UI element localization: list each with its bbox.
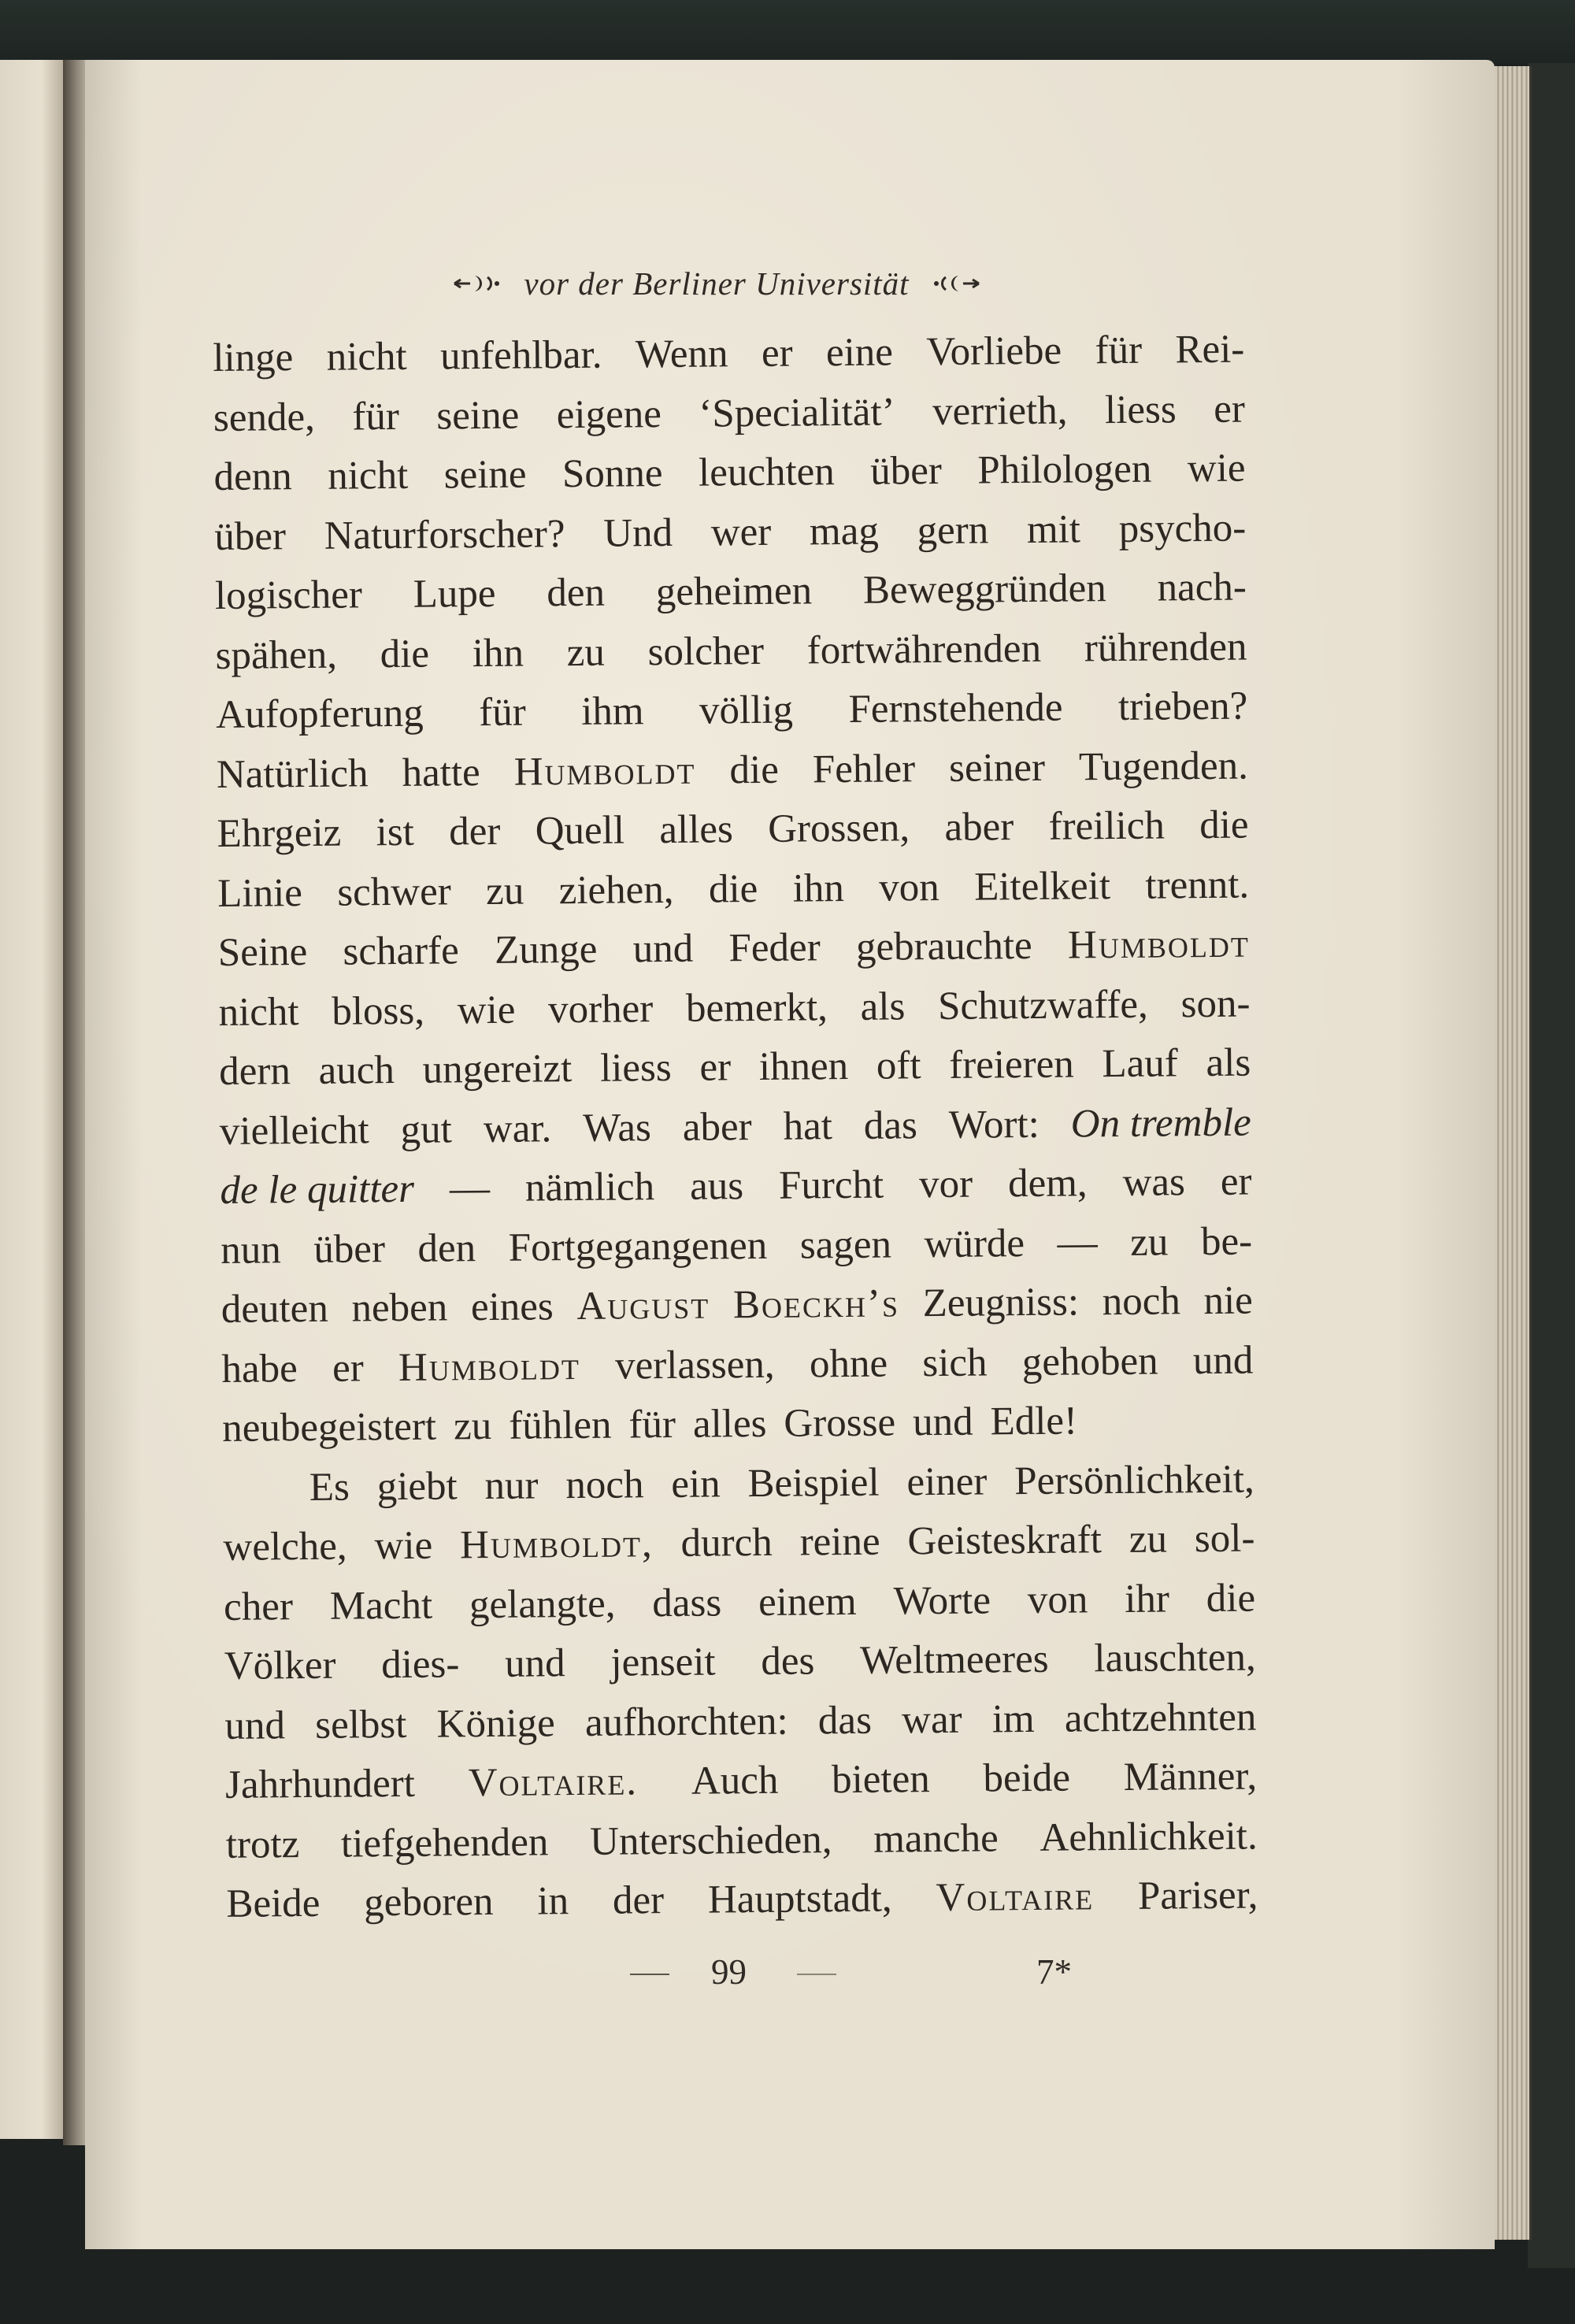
word: zu bbox=[566, 630, 606, 675]
word: einer bbox=[906, 1459, 988, 1504]
signature-mark: 7* bbox=[1036, 1952, 1072, 1992]
word: auch bbox=[318, 1048, 395, 1093]
word: zu bbox=[1129, 1219, 1169, 1265]
text-line bbox=[223, 1450, 1255, 1518]
word: denn bbox=[213, 454, 293, 499]
word: unfehlbar. bbox=[439, 332, 602, 379]
word: was bbox=[1122, 1160, 1186, 1205]
word: noch bbox=[565, 1462, 644, 1507]
word: die bbox=[380, 632, 430, 676]
word: Grossen, bbox=[767, 806, 910, 851]
word: für bbox=[478, 690, 526, 736]
word: trieben? bbox=[1117, 684, 1248, 729]
text-line bbox=[217, 736, 1249, 805]
word: noch bbox=[1102, 1279, 1181, 1325]
word: und bbox=[912, 1399, 973, 1445]
running-head-title: vor der Berliner Universität bbox=[524, 265, 910, 302]
word: selbst bbox=[314, 1702, 407, 1748]
word: aufhorchten: bbox=[584, 1699, 788, 1745]
text-line bbox=[218, 974, 1251, 1043]
word: Macht bbox=[329, 1583, 433, 1629]
word: aber bbox=[682, 1104, 752, 1150]
word: über bbox=[214, 513, 287, 559]
word: ihnen bbox=[758, 1043, 849, 1089]
word: scharfe bbox=[343, 928, 460, 974]
word: bloss, bbox=[332, 988, 425, 1034]
word: seine bbox=[443, 452, 527, 498]
word: den bbox=[547, 570, 606, 616]
text-line bbox=[220, 1212, 1253, 1281]
word: ziehen, bbox=[558, 867, 674, 913]
word: Könige bbox=[436, 1700, 555, 1747]
word: im bbox=[991, 1696, 1035, 1741]
word: er bbox=[761, 331, 793, 376]
word: Aufopferung bbox=[216, 691, 424, 737]
word: er bbox=[332, 1345, 364, 1391]
text-line bbox=[219, 1034, 1251, 1103]
word: als bbox=[1206, 1040, 1251, 1086]
text-line bbox=[215, 617, 1247, 686]
word: geboren bbox=[364, 1879, 494, 1926]
word: zu bbox=[1128, 1517, 1168, 1562]
word: Feder bbox=[728, 925, 821, 971]
word: oft bbox=[876, 1043, 921, 1088]
word: Jahrhundert bbox=[224, 1761, 416, 1807]
word: Humboldt bbox=[513, 748, 696, 795]
word: mit bbox=[1026, 506, 1081, 552]
text-line bbox=[213, 439, 1246, 508]
word: nicht bbox=[328, 453, 409, 499]
word: die bbox=[1199, 802, 1249, 848]
text-line bbox=[225, 1747, 1258, 1815]
word: linge bbox=[213, 335, 294, 380]
text-line bbox=[217, 855, 1250, 924]
word: Sonne bbox=[561, 451, 663, 497]
word: Wort: bbox=[948, 1102, 1040, 1147]
word: habe bbox=[221, 1346, 298, 1392]
word: son- bbox=[1180, 981, 1251, 1026]
word: Worte bbox=[893, 1577, 991, 1624]
word: gern bbox=[917, 507, 989, 553]
text-line bbox=[221, 1331, 1254, 1399]
word: des bbox=[761, 1639, 815, 1684]
word: in bbox=[537, 1879, 569, 1924]
word: Beispiel bbox=[747, 1460, 880, 1506]
word: er bbox=[699, 1045, 732, 1090]
word: Was bbox=[583, 1105, 652, 1151]
word: wer bbox=[710, 510, 772, 554]
text-line bbox=[217, 796, 1249, 865]
word: nicht bbox=[326, 334, 407, 380]
word: zu bbox=[485, 869, 524, 914]
word: beide bbox=[983, 1755, 1071, 1801]
text-line bbox=[221, 1272, 1254, 1340]
word: seine bbox=[436, 393, 520, 439]
word: von bbox=[879, 865, 940, 910]
word: schwer bbox=[337, 869, 451, 915]
text-line bbox=[213, 321, 1245, 389]
word: eigene bbox=[556, 391, 662, 437]
left-ornament-icon bbox=[453, 269, 503, 298]
word: Beide bbox=[226, 1881, 321, 1926]
word: Quell bbox=[535, 808, 625, 854]
word: Zunge bbox=[494, 927, 598, 973]
word: Lauf bbox=[1102, 1041, 1179, 1087]
word: Beweggründen bbox=[862, 566, 1106, 613]
word: Unterschieden, bbox=[589, 1817, 832, 1864]
word: ist bbox=[376, 810, 415, 855]
word: ‘Specialität’ bbox=[699, 389, 895, 436]
word: für bbox=[628, 1402, 676, 1447]
word: alles bbox=[659, 807, 734, 853]
word: gelangte, bbox=[469, 1581, 616, 1627]
word: der bbox=[612, 1878, 665, 1923]
word: einem bbox=[758, 1579, 857, 1625]
word: liess bbox=[599, 1045, 672, 1091]
word: be- bbox=[1200, 1219, 1253, 1264]
word: verrieth, bbox=[932, 388, 1068, 434]
word: sagen bbox=[799, 1222, 892, 1268]
word: vorher bbox=[547, 986, 654, 1032]
word: Ehrgeiz bbox=[217, 810, 342, 856]
word: Edle! bbox=[990, 1399, 1078, 1444]
word: dern bbox=[218, 1049, 291, 1094]
word: wie bbox=[1187, 446, 1246, 491]
word: Humboldt bbox=[398, 1344, 581, 1390]
word: vielleicht bbox=[219, 1107, 369, 1154]
word: Grosse bbox=[784, 1400, 896, 1446]
word: Naturforscher? bbox=[324, 511, 565, 558]
text-line bbox=[213, 380, 1246, 448]
word: völlig bbox=[699, 688, 794, 733]
word: liess bbox=[1104, 387, 1177, 432]
word: und bbox=[504, 1641, 565, 1686]
word: Rei- bbox=[1175, 327, 1245, 373]
text-line bbox=[224, 1569, 1256, 1637]
word: Geisteskraft bbox=[907, 1518, 1102, 1564]
word: Schutzwaffe, bbox=[937, 982, 1149, 1029]
word: hat bbox=[783, 1103, 833, 1149]
word: ihr bbox=[1124, 1576, 1170, 1622]
word: dem, bbox=[1007, 1161, 1088, 1206]
word: den bbox=[417, 1225, 476, 1271]
word: Humboldt bbox=[1067, 921, 1251, 968]
word: Pariser, bbox=[1137, 1873, 1258, 1918]
text-line bbox=[220, 1153, 1252, 1221]
word: und bbox=[224, 1703, 286, 1748]
word: On tremble bbox=[1070, 1100, 1252, 1147]
word: trotz bbox=[225, 1822, 300, 1867]
word: ein bbox=[671, 1461, 721, 1507]
word: die bbox=[729, 747, 780, 792]
right-shadow bbox=[1528, 63, 1575, 2268]
word: welche, bbox=[223, 1524, 347, 1570]
text-line bbox=[216, 677, 1248, 746]
word: ihn bbox=[792, 865, 845, 911]
word: geheimen bbox=[655, 569, 813, 615]
word: nur bbox=[484, 1462, 539, 1508]
text-line bbox=[225, 1807, 1258, 1875]
word: lauschten, bbox=[1094, 1635, 1256, 1681]
word: für bbox=[352, 394, 400, 439]
text-line bbox=[218, 915, 1251, 984]
text-line bbox=[220, 1093, 1252, 1162]
word: de le quitter bbox=[220, 1166, 415, 1213]
word: Seine bbox=[217, 929, 308, 975]
word: wie bbox=[457, 988, 516, 1032]
word: alles bbox=[692, 1401, 767, 1447]
footer-dash-left bbox=[630, 1974, 669, 1975]
word: hatte bbox=[402, 750, 480, 795]
footer-dash-right bbox=[797, 1974, 836, 1975]
word: gebrauchte bbox=[855, 923, 1032, 969]
word: Völker bbox=[224, 1643, 336, 1688]
word: würde bbox=[924, 1221, 1025, 1266]
right-ornament-icon bbox=[930, 269, 980, 298]
word: Persönlichkeit, bbox=[1014, 1457, 1254, 1503]
word: die bbox=[1206, 1576, 1256, 1621]
word: sol- bbox=[1194, 1516, 1255, 1562]
word: gehoben bbox=[1021, 1339, 1158, 1384]
word: giebt bbox=[376, 1463, 458, 1509]
word: war. bbox=[483, 1106, 552, 1151]
word: Zeugniss: bbox=[922, 1280, 1080, 1326]
word: Philologen bbox=[977, 447, 1152, 493]
word: Natürlich bbox=[216, 751, 369, 797]
running-head bbox=[370, 256, 1063, 311]
word: das bbox=[817, 1698, 873, 1743]
word: Humboldt, bbox=[459, 1522, 654, 1568]
text-line bbox=[224, 1629, 1256, 1697]
word: von bbox=[1027, 1577, 1088, 1622]
word: Weltmeeres bbox=[859, 1636, 1049, 1683]
word: dies- bbox=[380, 1642, 460, 1688]
word: — bbox=[449, 1166, 491, 1211]
text-line bbox=[222, 1391, 1254, 1459]
page-footer bbox=[0, 1951, 1575, 2007]
word: als bbox=[860, 984, 906, 1029]
word: logischer bbox=[214, 573, 363, 618]
word: spähen, bbox=[215, 632, 338, 678]
word: Fernstehende bbox=[848, 685, 1063, 732]
word: Boeckh’s bbox=[732, 1281, 900, 1328]
word: er bbox=[1213, 387, 1246, 432]
word: Fehler bbox=[812, 746, 916, 791]
word: ihn bbox=[472, 631, 524, 676]
word: wie bbox=[374, 1523, 433, 1569]
word: Vorliebe bbox=[926, 328, 1062, 375]
word: freilich bbox=[1048, 803, 1166, 849]
word: über bbox=[313, 1226, 386, 1272]
word: Lupe bbox=[413, 571, 496, 617]
word: Voltaire. bbox=[468, 1759, 639, 1806]
word: zu bbox=[453, 1403, 492, 1449]
word: nicht bbox=[218, 989, 299, 1035]
word: eine bbox=[825, 330, 894, 376]
word: Männer, bbox=[1123, 1754, 1258, 1800]
word: nun bbox=[220, 1227, 281, 1273]
word: bieten bbox=[831, 1757, 930, 1803]
word: verlassen, bbox=[614, 1342, 775, 1388]
word: tiefgehenden bbox=[340, 1819, 549, 1866]
word: dass bbox=[652, 1580, 722, 1625]
word: Tugenden. bbox=[1078, 743, 1249, 789]
text-line bbox=[224, 1688, 1257, 1756]
word: deuten bbox=[220, 1286, 329, 1332]
word: achtzehnten bbox=[1064, 1695, 1257, 1741]
word: war bbox=[901, 1697, 962, 1742]
text-line bbox=[226, 1866, 1258, 1934]
word: leuchten bbox=[698, 450, 836, 495]
word: aber bbox=[944, 805, 1014, 850]
body-text bbox=[213, 321, 1258, 1935]
word: reine bbox=[799, 1519, 880, 1565]
word: ihm bbox=[580, 689, 644, 734]
word: Auch bbox=[691, 1758, 779, 1803]
word: und bbox=[632, 926, 694, 972]
page-number: 99 bbox=[711, 1952, 747, 1992]
word: Furcht bbox=[778, 1162, 884, 1208]
word: Und bbox=[602, 510, 673, 556]
word: über bbox=[870, 448, 943, 494]
word: vor bbox=[918, 1162, 973, 1207]
word: sende, bbox=[213, 395, 316, 440]
word: er bbox=[1220, 1159, 1252, 1204]
word: für bbox=[1095, 328, 1143, 373]
word: gut bbox=[400, 1106, 453, 1152]
text-line bbox=[223, 1510, 1255, 1578]
word: nie bbox=[1203, 1278, 1254, 1324]
word: und bbox=[1192, 1338, 1254, 1383]
word: ungereizt bbox=[422, 1047, 573, 1092]
word: rührenden bbox=[1084, 625, 1247, 670]
text-line bbox=[215, 558, 1247, 627]
word: Fortgegangenen bbox=[508, 1223, 768, 1270]
word: seiner bbox=[948, 745, 1046, 791]
word: durch bbox=[680, 1520, 773, 1566]
word: nämlich bbox=[524, 1165, 655, 1210]
word: Es bbox=[309, 1465, 350, 1510]
text-line bbox=[214, 499, 1247, 567]
background bbox=[0, 0, 1575, 63]
word: Wenn bbox=[635, 332, 728, 377]
word: August bbox=[576, 1283, 710, 1329]
word: aus bbox=[689, 1164, 744, 1209]
word: Voltaire bbox=[936, 1874, 1095, 1921]
word: — bbox=[1057, 1220, 1098, 1266]
word: Aehnlichkeit. bbox=[1040, 1813, 1258, 1860]
word: cher bbox=[223, 1584, 294, 1629]
word: neben bbox=[351, 1285, 448, 1331]
word: eines bbox=[470, 1284, 554, 1330]
word: die bbox=[708, 866, 758, 912]
word: Hauptstadt, bbox=[707, 1876, 892, 1922]
word: das bbox=[863, 1103, 918, 1148]
word: trennt. bbox=[1145, 862, 1250, 908]
word: Eitelkeit bbox=[973, 863, 1111, 910]
word: jenseit bbox=[610, 1640, 716, 1685]
word: freieren bbox=[948, 1042, 1075, 1088]
word: solcher bbox=[647, 628, 765, 674]
word: sich bbox=[922, 1340, 988, 1385]
word: der bbox=[448, 809, 501, 854]
word: neubegeistert bbox=[221, 1404, 437, 1451]
word: bemerkt, bbox=[685, 984, 828, 1031]
word: nach- bbox=[1157, 565, 1247, 610]
word: ohne bbox=[809, 1341, 888, 1386]
word: fühlen bbox=[508, 1403, 612, 1448]
word: Linie bbox=[217, 870, 303, 916]
word: psycho- bbox=[1118, 506, 1247, 551]
word: fortwährenden bbox=[806, 626, 1042, 673]
word: manche bbox=[873, 1815, 999, 1862]
word: mag bbox=[809, 509, 880, 554]
